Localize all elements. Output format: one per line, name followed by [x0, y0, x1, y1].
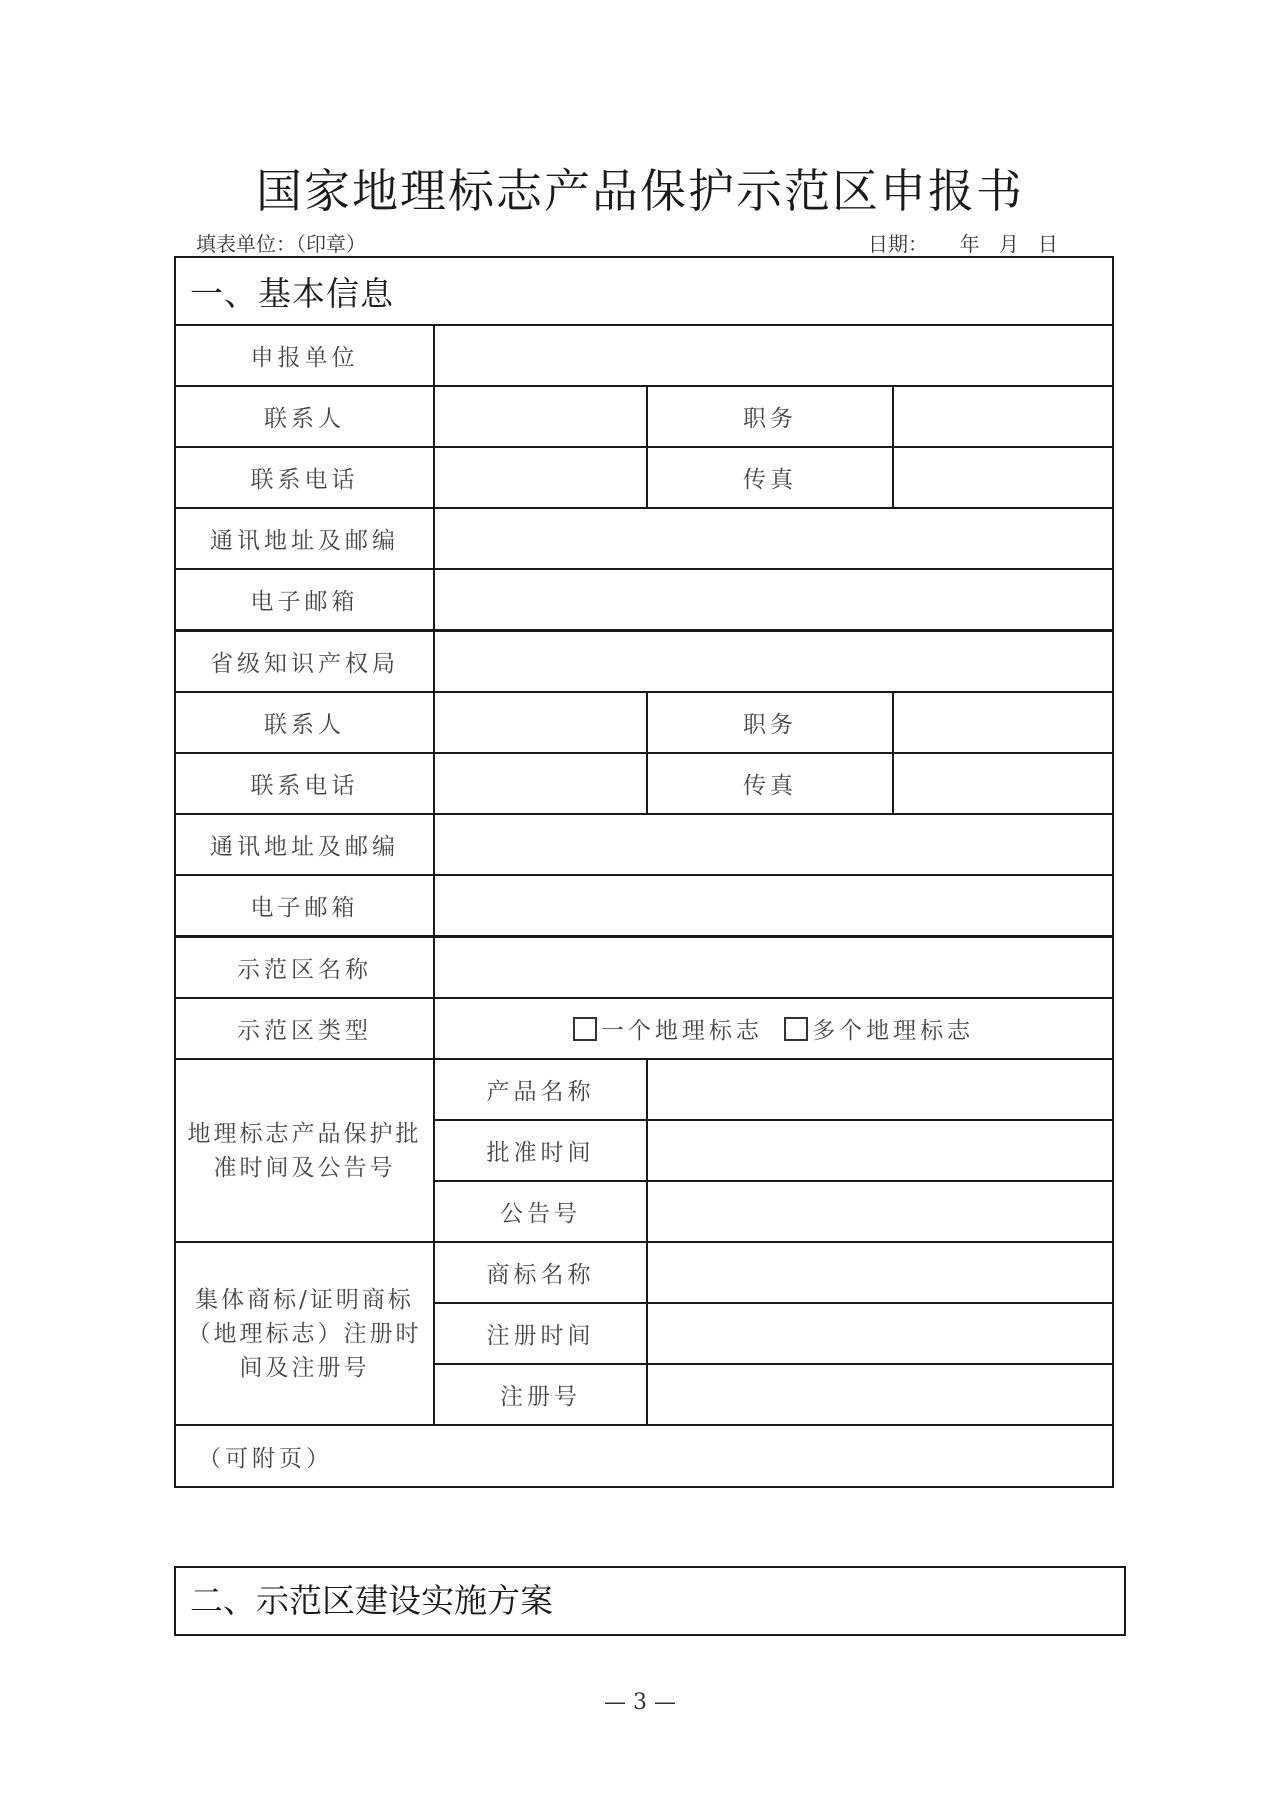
label-zone-type: 示范区类型	[175, 998, 434, 1059]
provincial-phone-field[interactable]	[434, 753, 647, 814]
label-applicant-phone: 联系电话	[175, 447, 434, 508]
label-provincial-bureau: 省级知识产权局	[175, 631, 434, 693]
applicant-contact-field[interactable]	[434, 386, 647, 447]
checkbox-single-gi[interactable]	[573, 1017, 597, 1041]
label-provincial-contact: 联系人	[175, 692, 434, 753]
provincial-email-field[interactable]	[434, 875, 1113, 937]
section-heading-basic-info: 一、基本信息	[175, 257, 1113, 325]
fill-unit-label: 填表单位：（印章）	[196, 232, 366, 256]
label-provincial-email: 电子邮箱	[175, 875, 434, 937]
label-provincial-fax: 传真	[647, 753, 893, 814]
attachment-note: （可附页）	[175, 1425, 1113, 1487]
applicant-position-field[interactable]	[893, 386, 1113, 447]
applicant-fax-field[interactable]	[893, 447, 1113, 508]
label-registration-time: 注册时间	[434, 1303, 647, 1364]
label-applicant-email: 电子邮箱	[175, 569, 434, 631]
trademark-name-field[interactable]	[647, 1242, 1113, 1303]
provincial-address-field[interactable]	[434, 814, 1113, 875]
label-applicant-contact: 联系人	[175, 386, 434, 447]
label-provincial-address: 通讯地址及邮编	[175, 814, 434, 875]
label-applicant-fax: 传真	[647, 447, 893, 508]
provincial-contact-field[interactable]	[434, 692, 647, 753]
provincial-position-field[interactable]	[893, 692, 1113, 753]
label-zone-name: 示范区名称	[175, 937, 434, 999]
label-applicant-position: 职务	[647, 386, 893, 447]
label-trademark-group: 集体商标/证明商标（地理标志）注册时间及注册号	[175, 1242, 434, 1425]
label-provincial-position: 职务	[647, 692, 893, 753]
product-name-field[interactable]	[647, 1059, 1113, 1120]
section-heading-implementation-plan: 二、示范区建设实施方案	[174, 1566, 1126, 1636]
label-approval-time: 批准时间	[434, 1120, 647, 1181]
document-title: 国家地理标志产品保护示范区申报书	[256, 164, 1024, 218]
fill-date-label: 日期： 年 月 日	[868, 232, 1058, 256]
zone-type-option-multiple[interactable]	[784, 1018, 974, 1044]
option-label-multiple-gi: 多个地理标志	[812, 1018, 975, 1044]
checkbox-multiple-gi[interactable]	[784, 1017, 808, 1041]
approval-time-field[interactable]	[647, 1120, 1113, 1181]
applicant-address-field[interactable]	[434, 508, 1113, 569]
zone-type-options	[434, 998, 1113, 1059]
label-provincial-phone: 联系电话	[175, 753, 434, 814]
option-label-single-gi: 一个地理标志	[600, 1018, 763, 1044]
registration-time-field[interactable]	[647, 1303, 1113, 1364]
zone-type-option-single[interactable]	[573, 1018, 763, 1044]
label-registration-no: 注册号	[434, 1364, 647, 1425]
provincial-bureau-field[interactable]	[434, 631, 1113, 693]
label-product-name: 产品名称	[434, 1059, 647, 1120]
label-applicant-unit: 申报单位	[175, 325, 434, 386]
provincial-fax-field[interactable]	[893, 753, 1113, 814]
label-gi-protection-group: 地理标志产品保护批准时间及公告号	[175, 1059, 434, 1242]
registration-no-field[interactable]	[647, 1364, 1113, 1425]
basic-info-form	[174, 256, 1114, 1488]
announcement-no-field[interactable]	[647, 1181, 1113, 1242]
label-trademark-name: 商标名称	[434, 1242, 647, 1303]
applicant-phone-field[interactable]	[434, 447, 647, 508]
applicant-email-field[interactable]	[434, 569, 1113, 631]
label-announcement-no: 公告号	[434, 1181, 647, 1242]
applicant-unit-field[interactable]	[434, 325, 1113, 386]
page-number: — 3 —	[604, 1690, 676, 1715]
label-applicant-address: 通讯地址及邮编	[175, 508, 434, 569]
zone-name-field[interactable]	[434, 937, 1113, 999]
